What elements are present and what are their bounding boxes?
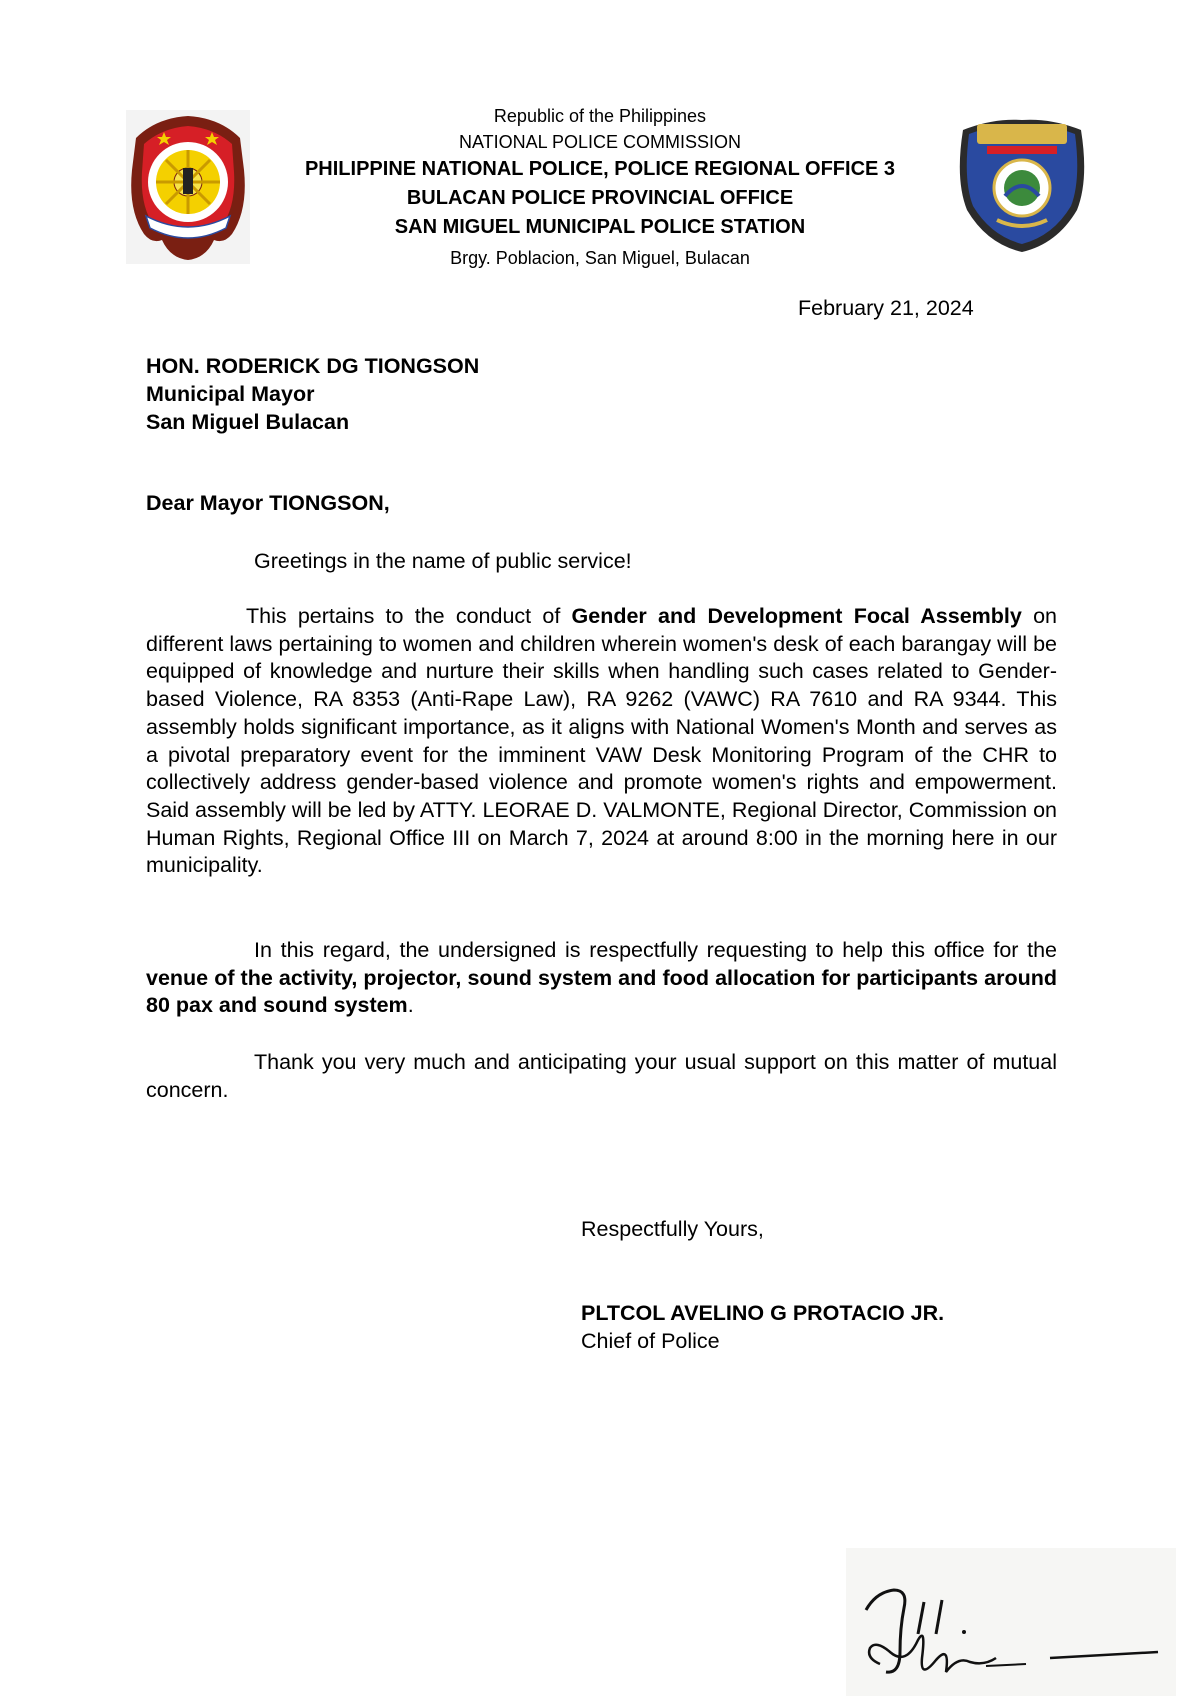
para2-lead: In this regard, the undersigned is respectfully requesting to help this office for the [254, 938, 1057, 962]
para1-lead: This pertains to the conduct of [246, 604, 572, 628]
para1-rest: on different laws pertaining to women and children wherein women's desk of each barangay will be equipped of knowledge and nurture their skills when handling such cases related to Gender-based Violence, RA 8353 (Anti-Rape Law), RA 9262 (VAWC) RA 7610 and RA 9344. This assembly holds significant importance, as it aligns with National Women's Month and serves as a pivotal preparatory event for the imminent VAW Desk Monitoring Program of the CHR to collectively address gender-based violence and promote women's rights and empowerment. Said assembly will be led by ATTY. LEORAE D. VALMONTE, Regional Director, Commission on Human Rights, Regional Office III on March 7, 2024 at around 8:00 in the morning here in our municipality. [146, 604, 1058, 878]
para2-end: . [407, 993, 414, 1018]
letterhead-office-municipal: SAN MIGUEL MUNICIPAL POLICE STATION [394, 216, 806, 238]
signatory-block [581, 1299, 944, 1355]
letterhead [250, 102, 950, 130]
letter-date: February 21, 2024 [798, 296, 974, 320]
police-shield-logo [953, 116, 1091, 254]
recipient-name: HON. RODERICK DG TIONGSON [146, 354, 480, 378]
para2-bold: venue of the activity, projector, sound system and food allocation for participants around 80 pax and sound system [146, 965, 1057, 1018]
para3-text: Thank you very much and anticipating your usual support on this matter of mutual concern. [146, 1050, 1057, 1102]
signatory-title: Chief of Police [581, 1329, 720, 1353]
letterhead-office-provincial: BULACAN POLICE PROVINCIAL OFFICE [406, 187, 794, 209]
body-paragraph-3 [146, 1049, 1057, 1104]
recipient-title: Municipal Mayor [146, 382, 315, 406]
recipient-block [146, 352, 479, 436]
greeting: Greetings in the name of public service! [254, 549, 632, 573]
recipient-place: San Miguel Bulacan [146, 410, 350, 434]
body-paragraph-1 [146, 603, 1057, 880]
letterhead-address: Brgy. Poblacion, San Miguel, Bulacan [450, 248, 750, 268]
letterhead-commission: NATIONAL POLICE COMMISSION [458, 132, 742, 152]
letterhead-office-regional: PHILIPPINE NATIONAL POLICE, POLICE REGIONAL OFFICE 3 [304, 158, 896, 180]
salutation: Dear Mayor TIONGSON, [146, 491, 390, 515]
letterhead-country: Republic of the Philippines [493, 106, 707, 126]
para1-bold: Gender and Development Focal Assembly [571, 604, 1022, 628]
handwritten-signature [846, 1548, 1176, 1696]
body-paragraph-2 [146, 937, 1057, 1020]
signatory-name: PLTCOL AVELINO G PROTACIO JR. [581, 1301, 945, 1325]
closing: Respectfully Yours, [581, 1217, 764, 1241]
pnp-seal-logo [126, 110, 250, 264]
